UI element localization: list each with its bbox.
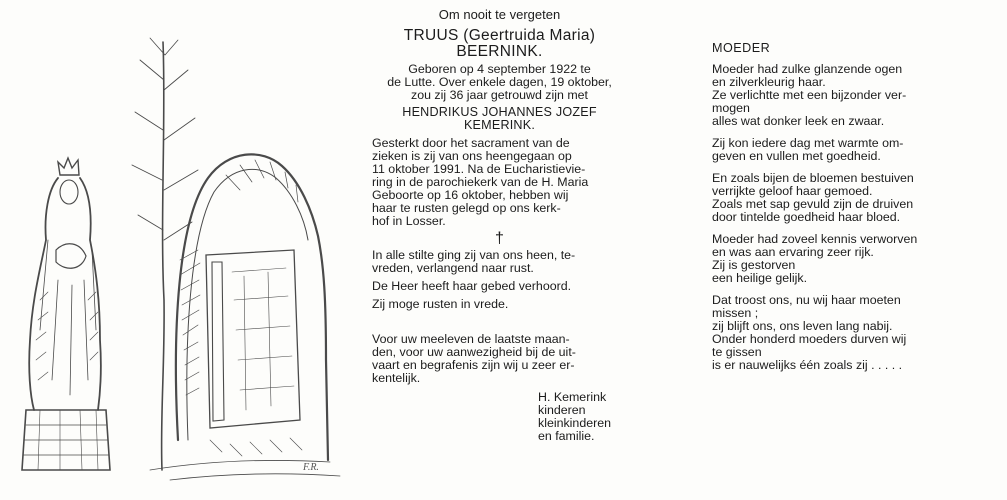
- birth-line: Geboren op 4 september 1922 te: [408, 62, 591, 76]
- poem-line: Onder honderd moeders durven wij: [712, 332, 907, 346]
- death-line: haar te rusten gelegd op ons kerk-: [372, 201, 561, 215]
- poem: [712, 42, 972, 381]
- birth-paragraph: [372, 63, 627, 102]
- death-line: hof in Losser.: [372, 214, 446, 228]
- poem-line: te gissen: [712, 345, 762, 359]
- quote-paragraph: [372, 249, 627, 275]
- poem-line: een heilige gelijk.: [712, 271, 808, 285]
- death-line: Gesterkt door het sacrament van de: [372, 136, 570, 150]
- signatory-line: H. Kemerink: [538, 390, 607, 404]
- poem-line: door tintelde goedheid haar bloed.: [712, 210, 901, 224]
- poem-line: zij blijft ons, ons leven lang nabij.: [712, 319, 893, 333]
- poem-line: Ze verlichtte met een bijzonder ver-: [712, 88, 907, 102]
- poem-line: geven en vullen met goedheid.: [712, 149, 881, 163]
- poem-stanza: [712, 172, 972, 224]
- poem-stanza: [712, 137, 972, 163]
- artist-signature: F.R.: [303, 462, 319, 473]
- death-line: Geboorte op 16 oktober, hebben wij: [372, 188, 569, 202]
- quote-line: vreden, verlangend naar rust.: [372, 261, 534, 275]
- death-line: zieken is zij van ons heengegaan op: [372, 149, 572, 163]
- poem-stanza: [712, 63, 972, 128]
- poem-title: MOEDER: [712, 41, 771, 55]
- poem-line: Moeder had zulke glanzende ogen: [712, 62, 903, 76]
- poem-line: mogen: [712, 101, 750, 115]
- death-paragraph: [372, 137, 627, 228]
- quote-line: In alle stilte ging zij van ons heen, te-: [372, 248, 576, 262]
- thanks-line: den, voor uw aanwezigheid bij de uit-: [372, 345, 576, 359]
- signatory-line: kleinkinderen: [538, 416, 612, 430]
- poem-line: alles wat donker leek en zwaar.: [712, 114, 885, 128]
- cross-icon: †: [495, 230, 504, 247]
- death-line: ring in de parochiekerk van de H. Maria: [372, 175, 589, 189]
- poem-line: Moeder had zoveel kennis verworven: [712, 232, 918, 246]
- rest-in-peace-line: Zij moge rusten in vrede.: [372, 297, 509, 311]
- thanks-paragraph: [372, 333, 627, 385]
- poem-line: missen ;: [712, 306, 759, 320]
- poem-line: en zilverkleurig haar.: [712, 75, 826, 89]
- spouse-name-line1: HENDRIKUS JOHANNES JOZEF: [402, 105, 597, 119]
- signatory-line: en familie.: [538, 429, 595, 443]
- spouse-name-line2: KEMERINK.: [463, 118, 536, 132]
- poem-line: Zij is gestorven: [712, 258, 796, 272]
- poem-line: Dat troost ons, nu wij haar moeten: [712, 293, 901, 307]
- memorial-card-text: [372, 8, 627, 443]
- deceased-name-line1: TRUUS (Geertruida Maria): [403, 27, 596, 44]
- thanks-line: vaart en begrafenis zijn wij u zeer er-: [372, 358, 575, 372]
- poem-line: Zij kon iedere dag met warmte om-: [712, 136, 904, 150]
- thanks-line: kentelijk.: [372, 371, 421, 385]
- poem-line: verrijkte geloof haar gemoed.: [712, 184, 873, 198]
- madonna-chapel-sketch-icon: [0, 0, 350, 500]
- intro-caption: Om nooit te vergeten: [438, 7, 561, 22]
- deceased-name-line2: BEERNINK.: [456, 43, 543, 60]
- death-line: 11 oktober 1991. Na de Eucharistievie-: [372, 162, 586, 176]
- poem-line: is er nauwelijks één zoals zij . . . . .: [712, 358, 903, 372]
- prayer-line: De Heer heeft haar gebed verhoord.: [372, 279, 572, 293]
- signatory-line: kinderen: [538, 403, 586, 417]
- birth-line: de Lutte. Over enkele dagen, 19 oktober,: [387, 75, 612, 89]
- poem-stanza: [712, 294, 972, 372]
- poem-line: En zoals bijen de bloemen bestuiven: [712, 171, 914, 185]
- thanks-line: Voor uw meeleven de laatste maan-: [372, 332, 570, 346]
- signatories: [538, 391, 627, 443]
- birth-line: zou zij 36 jaar getrouwd zijn met: [411, 88, 588, 102]
- poem-line: en was aan ervaring zeer rijk.: [712, 245, 874, 259]
- poem-line: Zoals met sap gevuld zijn de druiven: [712, 197, 914, 211]
- poem-stanza: [712, 233, 972, 285]
